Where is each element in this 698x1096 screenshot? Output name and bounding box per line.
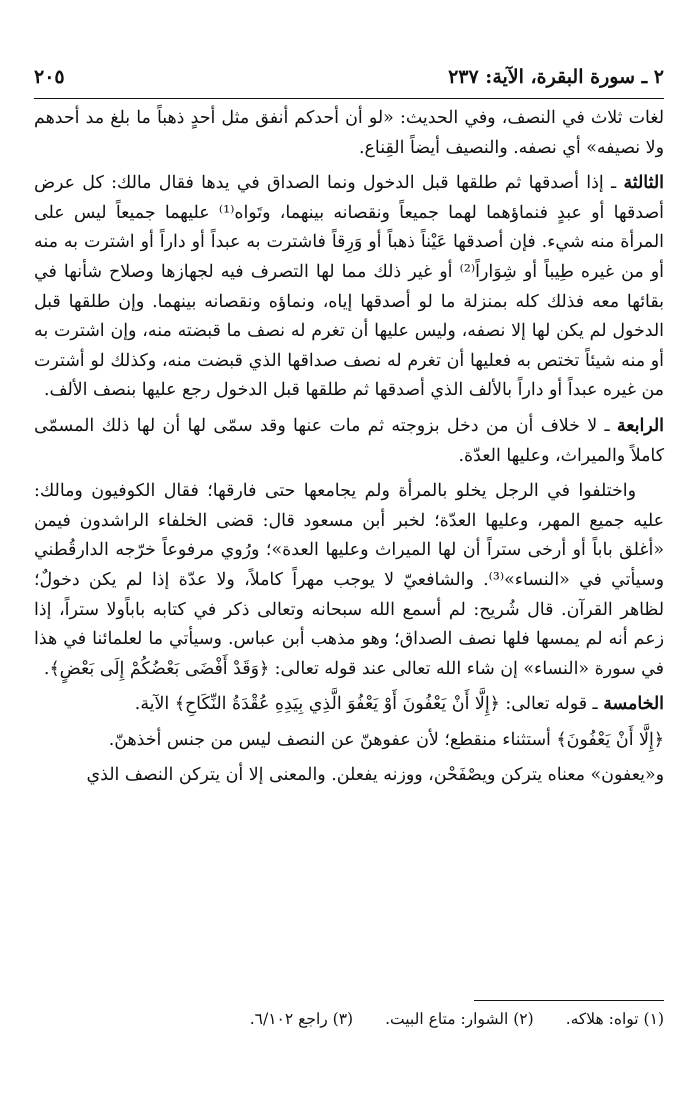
paragraph-text: ـ إذا أصدقها ثم طلقها قبل الدخول ونما الصداق في يدها فقال مالك: كل عرض أصدقها أو عبدٍ فنماؤهما لهما جميعاً ونقصانه بينهما، وتَواه⁽¹⁾ عليهما جميعاً ليس على المرأة منه شيء. فإن أصدقها عَيْناً ذهباً أو وَرِقاً فاشترت به عبداً أو داراً أو اشترت به منه أو من غيره طِيباً أو شِوَاراً⁽²⁾ أو غير ذلك مما لها التصرف فيه لجهازها وصلاح شأنها في بقائها معه فذلك كله بمنزلة ما لو أصدقها إياه، ونماؤه ونقصانه بينهما. وإن طلقها قبل الدخول لم يكن لها إلا نصفه، وليس عليها أن تغرم له نصف ما قبضته منه، وإن اشترت به أو منه شيئاً تختص به فعليها أن تغرم له نصف صداقها الذي قبضت منه، وكذلك لو أشترت من غيره عبداً أو داراً بالألف الذي أصدقها ثم طلقها قبل الدخول رجع عليها بنصف الألف. bbox=[34, 173, 664, 401]
footnote: (٢) الشوار: متاع البيت. bbox=[385, 1010, 534, 1028]
running-title: ٢ ـ سورة البقرة، الآية: ٢٣٧ bbox=[448, 66, 664, 88]
footnote-rule bbox=[474, 1000, 664, 1001]
header-rule bbox=[34, 98, 664, 99]
paragraph bbox=[34, 726, 664, 756]
paragraph-text: و«يعفون» معناه يتركن ويصْفَحْن، ووزنه يفعلن. والمعنى إلا أن يتركن النصف الذي bbox=[86, 765, 664, 786]
footnote: (١) تواه: هلاكه. bbox=[565, 1010, 664, 1028]
paragraph-text: ـ لا خلاف أن من دخل بزوجته ثم مات عنها وقد سمّى لها أن لها ذلك المسمّى كاملاً والميراث، وعليها العدّة. bbox=[34, 415, 664, 466]
paragraph-text: ﴿إِلَّا أَنْ يَعْفُونَ﴾ أستثناء منقطع؛ لأن عفوهنّ عن النصف ليس من جنس أخذهنّ. bbox=[108, 729, 664, 750]
section-label: الرابعة bbox=[616, 415, 665, 436]
paragraph bbox=[34, 761, 664, 791]
body-text bbox=[34, 104, 664, 797]
footnote: (٣) راجع ٦/١٠٢. bbox=[249, 1010, 354, 1028]
paragraph bbox=[34, 412, 664, 471]
footnotes bbox=[34, 1010, 664, 1028]
page-header bbox=[34, 60, 664, 94]
paragraph bbox=[34, 169, 664, 406]
paragraph bbox=[34, 104, 664, 163]
paragraph bbox=[34, 690, 664, 720]
page-number: ٢٠٥ bbox=[34, 66, 65, 88]
paragraph-text: واختلفوا في الرجل يخلو بالمرأة ولم يجامعها حتى فارقها؛ فقال الكوفيون ومالك: عليه جميع المهر، وعليها العدّة؛ لخبر أبن مسعود قال: قضى الخلفاء الراشدون فيمن «أغلق باباً أو أرخى ستراً أن لها الميراث وعليها العدة»؛ ورُوي مرفوعاً خرّجه الدارقُطني وسيأتي في «النساء»⁽³⁾. والشافعيّ لا يوجب مهراً كاملاً، ولا عدّة إذا لم يكن دخولٌ؛ لظاهر القرآن. قال شُريح: لم أسمع الله سبحانه وتعالى ذكر في كتابه باباًولا ستراً، إذا زعم أنه لم يمسها فلها نصف الصداق؛ وهو مذهب أبن عباس. وسيأتي ما لعلمائنا في هذا في سورة «النساء» إن شاء الله تعالى عند قوله تعالى: ﴿وَقَدْ أَفْضَى بَعْضُكُمْ إِلَى بَعْضٍ﴾. bbox=[34, 481, 664, 679]
paragraph-text: لغات ثلاث في النصف، وفي الحديث: «لو أن أحدكم أنفق مثل أحدٍ ذهباً ما بلغ مد أحدهم ولا نصيفه» أي نصفه. والنصيف أيضاً القِناع. bbox=[34, 108, 664, 158]
section-label: الثالثة bbox=[623, 173, 664, 194]
paragraph-text: ـ قوله تعالى: ﴿إِلَّا أَنْ يَعْفُونَ أَوْ يَعْفُوَ الَّذِي بِيَدِهِ عُقْدَةُ النِّكَاحِ﴾ الآية. bbox=[134, 694, 598, 715]
paragraph bbox=[34, 477, 664, 684]
section-label: الخامسة bbox=[603, 694, 664, 715]
